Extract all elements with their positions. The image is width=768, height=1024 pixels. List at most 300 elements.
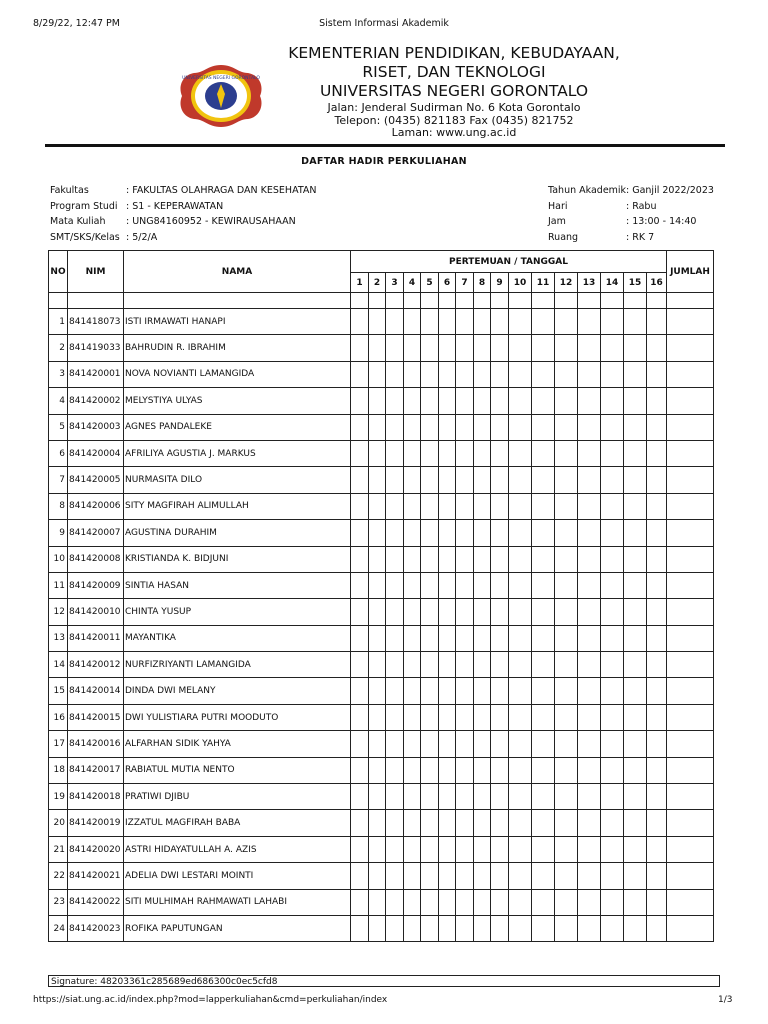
student-nim: 841420001 bbox=[68, 361, 124, 387]
student-name: NOVA NOVIANTI LAMANGIDA bbox=[124, 361, 351, 387]
attendance-cell bbox=[647, 546, 667, 572]
jumlah-cell bbox=[667, 731, 714, 757]
attendance-cell bbox=[532, 836, 555, 862]
attendance-cell bbox=[491, 784, 509, 810]
attendance-cell bbox=[456, 440, 474, 466]
print-url: https://siat.ung.ac.id/index.php?mod=lapperkuliahan&cmd=perkuliahan/index bbox=[33, 995, 388, 1005]
student-nim: 841420012 bbox=[68, 652, 124, 678]
attendance-cell bbox=[624, 757, 647, 783]
attendance-cell bbox=[555, 810, 578, 836]
table-row bbox=[49, 704, 714, 730]
row-number: 17 bbox=[49, 731, 68, 757]
attendance-cell bbox=[474, 652, 491, 678]
student-name: PRATIWI DJIBU bbox=[124, 784, 351, 810]
attendance-cell bbox=[404, 361, 421, 387]
attendance-cell bbox=[404, 309, 421, 335]
header-jumlah: JUMLAH bbox=[667, 251, 714, 293]
attendance-cell bbox=[369, 704, 386, 730]
attendance-cell bbox=[509, 572, 532, 598]
attendance-cell bbox=[474, 467, 491, 493]
attendance-cell bbox=[509, 757, 532, 783]
attendance-cell bbox=[624, 493, 647, 519]
attendance-cell bbox=[404, 889, 421, 915]
student-name: DWI YULISTIARA PUTRI MOODUTO bbox=[124, 704, 351, 730]
smt-value: : 5/2/A bbox=[126, 232, 158, 243]
attendance-cell bbox=[474, 625, 491, 651]
attendance-cell bbox=[439, 757, 456, 783]
attendance-cell bbox=[509, 625, 532, 651]
row-number: 7 bbox=[49, 467, 68, 493]
attendance-cell bbox=[369, 599, 386, 625]
row-number: 20 bbox=[49, 810, 68, 836]
attendance-cell bbox=[421, 493, 439, 519]
attendance-cell bbox=[386, 863, 404, 889]
attendance-cell bbox=[351, 546, 369, 572]
attendance-cell bbox=[578, 361, 601, 387]
header-meeting-1: 1 bbox=[351, 273, 369, 293]
attendance-cell bbox=[421, 546, 439, 572]
attendance-cell bbox=[532, 599, 555, 625]
table-row bbox=[49, 652, 714, 678]
attendance-cell bbox=[509, 810, 532, 836]
attendance-cell bbox=[555, 309, 578, 335]
attendance-cell bbox=[624, 810, 647, 836]
row-number: 23 bbox=[49, 889, 68, 915]
attendance-cell bbox=[578, 440, 601, 466]
letterhead-university: UNIVERSITAS NEGERI GORONTALO bbox=[319, 82, 589, 100]
attendance-cell bbox=[386, 810, 404, 836]
tahun-label: Tahun Akademik bbox=[548, 185, 627, 196]
attendance-cell bbox=[456, 414, 474, 440]
attendance-cell bbox=[421, 678, 439, 704]
student-nim: 841420015 bbox=[68, 704, 124, 730]
attendance-cell bbox=[474, 572, 491, 598]
attendance-cell bbox=[624, 731, 647, 757]
row-number: 15 bbox=[49, 678, 68, 704]
attendance-cell bbox=[601, 546, 624, 572]
attendance-cell bbox=[369, 678, 386, 704]
student-nim: 841420005 bbox=[68, 467, 124, 493]
attendance-cell bbox=[456, 361, 474, 387]
student-nim: 841418073 bbox=[68, 309, 124, 335]
attendance-cell bbox=[532, 572, 555, 598]
attendance-cell bbox=[421, 572, 439, 598]
letterhead-line-2: RISET, DAN TEKNOLOGI bbox=[362, 63, 546, 81]
attendance-cell bbox=[647, 678, 667, 704]
attendance-cell bbox=[404, 599, 421, 625]
attendance-cell bbox=[351, 520, 369, 546]
attendance-cell bbox=[456, 599, 474, 625]
attendance-cell bbox=[509, 678, 532, 704]
student-name: ISTI IRMAWATI HANAPI bbox=[124, 309, 351, 335]
attendance-cell bbox=[369, 361, 386, 387]
attendance-cell bbox=[601, 309, 624, 335]
attendance-cell bbox=[555, 599, 578, 625]
ruang-label: Ruang bbox=[548, 232, 579, 243]
attendance-cell bbox=[555, 731, 578, 757]
attendance-cell bbox=[624, 440, 647, 466]
attendance-cell bbox=[532, 388, 555, 414]
jumlah-cell bbox=[667, 493, 714, 519]
student-name: SINTIA HASAN bbox=[124, 572, 351, 598]
student-name: CHINTA YUSUP bbox=[124, 599, 351, 625]
attendance-cell bbox=[601, 810, 624, 836]
row-number: 1 bbox=[49, 309, 68, 335]
row-number: 12 bbox=[49, 599, 68, 625]
attendance-cell bbox=[404, 388, 421, 414]
attendance-cell bbox=[555, 704, 578, 730]
attendance-cell bbox=[439, 309, 456, 335]
header-meeting-4: 4 bbox=[404, 273, 421, 293]
jam-value: : 13:00 - 14:40 bbox=[626, 216, 697, 227]
attendance-cell bbox=[601, 361, 624, 387]
attendance-cell bbox=[532, 863, 555, 889]
student-name: KRISTIANDA K. BIDJUNI bbox=[124, 546, 351, 572]
attendance-cell bbox=[491, 678, 509, 704]
attendance-cell bbox=[351, 625, 369, 651]
attendance-cell bbox=[474, 704, 491, 730]
attendance-cell bbox=[386, 388, 404, 414]
attendance-cell bbox=[386, 335, 404, 361]
attendance-cell bbox=[474, 493, 491, 519]
attendance-cell bbox=[578, 493, 601, 519]
attendance-cell bbox=[578, 309, 601, 335]
student-name: ASTRI HIDAYATULLAH A. AZIS bbox=[124, 836, 351, 862]
row-number: 11 bbox=[49, 572, 68, 598]
attendance-cell bbox=[601, 863, 624, 889]
attendance-cell bbox=[578, 467, 601, 493]
attendance-cell bbox=[509, 361, 532, 387]
header-meeting-16: 16 bbox=[647, 273, 667, 293]
attendance-cell bbox=[404, 704, 421, 730]
attendance-cell bbox=[456, 493, 474, 519]
attendance-cell bbox=[456, 652, 474, 678]
attendance-cell bbox=[351, 836, 369, 862]
header-meeting-11: 11 bbox=[532, 273, 555, 293]
print-page-number: 1/3 bbox=[718, 995, 733, 1005]
attendance-cell bbox=[474, 546, 491, 572]
attendance-cell bbox=[647, 757, 667, 783]
attendance-cell bbox=[601, 889, 624, 915]
attendance-cell bbox=[404, 863, 421, 889]
attendance-cell bbox=[555, 572, 578, 598]
attendance-cell bbox=[509, 836, 532, 862]
fakultas-value: : FAKULTAS OLAHRAGA DAN KESEHATAN bbox=[126, 185, 317, 196]
attendance-cell bbox=[647, 863, 667, 889]
row-number: 5 bbox=[49, 414, 68, 440]
attendance-cell bbox=[351, 361, 369, 387]
attendance-cell bbox=[386, 361, 404, 387]
attendance-cell bbox=[555, 414, 578, 440]
attendance-cell bbox=[386, 784, 404, 810]
attendance-cell bbox=[421, 335, 439, 361]
attendance-cell bbox=[509, 309, 532, 335]
header-no: NO bbox=[49, 251, 68, 293]
jumlah-cell bbox=[667, 599, 714, 625]
attendance-cell bbox=[509, 335, 532, 361]
attendance-cell bbox=[601, 652, 624, 678]
jumlah-cell bbox=[667, 309, 714, 335]
student-nim: 841420014 bbox=[68, 678, 124, 704]
attendance-cell bbox=[351, 414, 369, 440]
attendance-cell bbox=[421, 467, 439, 493]
attendance-cell bbox=[532, 467, 555, 493]
attendance-cell bbox=[491, 388, 509, 414]
attendance-cell bbox=[351, 388, 369, 414]
attendance-cell bbox=[509, 915, 532, 941]
attendance-cell bbox=[491, 361, 509, 387]
student-name: MAYANTIKA bbox=[124, 625, 351, 651]
attendance-cell bbox=[601, 678, 624, 704]
header-nama: NAMA bbox=[124, 251, 351, 293]
attendance-cell bbox=[474, 731, 491, 757]
attendance-cell bbox=[532, 731, 555, 757]
attendance-cell bbox=[624, 915, 647, 941]
student-nim: 841420008 bbox=[68, 546, 124, 572]
student-nim: 841420021 bbox=[68, 863, 124, 889]
attendance-cell bbox=[421, 863, 439, 889]
jumlah-cell bbox=[667, 652, 714, 678]
student-nim: 841420006 bbox=[68, 493, 124, 519]
attendance-cell bbox=[647, 599, 667, 625]
prodi-label: Program Studi bbox=[50, 201, 118, 212]
attendance-cell bbox=[456, 757, 474, 783]
student-nim: 841420009 bbox=[68, 572, 124, 598]
attendance-cell bbox=[474, 414, 491, 440]
row-number: 4 bbox=[49, 388, 68, 414]
attendance-cell bbox=[474, 361, 491, 387]
jumlah-cell bbox=[667, 546, 714, 572]
student-name: AFRILIYA AGUSTIA J. MARKUS bbox=[124, 440, 351, 466]
attendance-cell bbox=[474, 678, 491, 704]
attendance-cell bbox=[456, 678, 474, 704]
attendance-cell bbox=[474, 335, 491, 361]
attendance-cell bbox=[509, 599, 532, 625]
attendance-cell bbox=[578, 546, 601, 572]
jumlah-cell bbox=[667, 757, 714, 783]
attendance-cell bbox=[386, 889, 404, 915]
attendance-cell bbox=[647, 520, 667, 546]
attendance-cell bbox=[386, 731, 404, 757]
attendance-cell bbox=[369, 810, 386, 836]
attendance-cell bbox=[647, 335, 667, 361]
student-name: ROFIKA PAPUTUNGAN bbox=[124, 915, 351, 941]
attendance-cell bbox=[456, 625, 474, 651]
attendance-cell bbox=[578, 678, 601, 704]
attendance-cell bbox=[601, 915, 624, 941]
jumlah-cell bbox=[667, 625, 714, 651]
student-name: SITI MULHIMAH RAHMAWATI LAHABI bbox=[124, 889, 351, 915]
attendance-cell bbox=[491, 414, 509, 440]
student-nim: 841420004 bbox=[68, 440, 124, 466]
attendance-cell bbox=[439, 520, 456, 546]
attendance-cell bbox=[624, 599, 647, 625]
attendance-cell bbox=[555, 493, 578, 519]
attendance-cell bbox=[404, 915, 421, 941]
attendance-cell bbox=[532, 889, 555, 915]
attendance-cell bbox=[491, 335, 509, 361]
attendance-cell bbox=[421, 414, 439, 440]
attendance-cell bbox=[601, 493, 624, 519]
attendance-cell bbox=[404, 784, 421, 810]
attendance-cell bbox=[532, 757, 555, 783]
attendance-cell bbox=[439, 440, 456, 466]
attendance-cell bbox=[439, 546, 456, 572]
table-row bbox=[49, 335, 714, 361]
attendance-cell bbox=[555, 520, 578, 546]
attendance-cell bbox=[624, 625, 647, 651]
hari-label: Hari bbox=[548, 201, 568, 212]
attendance-cell bbox=[421, 915, 439, 941]
attendance-cell bbox=[439, 810, 456, 836]
attendance-cell bbox=[351, 652, 369, 678]
attendance-cell bbox=[404, 572, 421, 598]
attendance-cell bbox=[491, 467, 509, 493]
attendance-cell bbox=[421, 599, 439, 625]
jumlah-cell bbox=[667, 889, 714, 915]
attendance-cell bbox=[491, 599, 509, 625]
table-row bbox=[49, 678, 714, 704]
attendance-cell bbox=[421, 388, 439, 414]
student-nim: 841420018 bbox=[68, 784, 124, 810]
student-name: AGNES PANDALEKE bbox=[124, 414, 351, 440]
attendance-cell bbox=[532, 652, 555, 678]
attendance-cell bbox=[647, 836, 667, 862]
attendance-cell bbox=[601, 572, 624, 598]
attendance-cell bbox=[578, 599, 601, 625]
student-nim: 841420019 bbox=[68, 810, 124, 836]
attendance-cell bbox=[509, 652, 532, 678]
jumlah-cell bbox=[667, 810, 714, 836]
attendance-cell bbox=[351, 599, 369, 625]
attendance-cell bbox=[404, 836, 421, 862]
row-number: 13 bbox=[49, 625, 68, 651]
attendance-cell bbox=[369, 440, 386, 466]
attendance-cell bbox=[369, 625, 386, 651]
attendance-cell bbox=[386, 414, 404, 440]
attendance-cell bbox=[421, 731, 439, 757]
attendance-cell bbox=[578, 731, 601, 757]
attendance-cell bbox=[647, 704, 667, 730]
table-row bbox=[49, 388, 714, 414]
student-nim: 841420010 bbox=[68, 599, 124, 625]
attendance-cell bbox=[624, 335, 647, 361]
student-nim: 841420020 bbox=[68, 836, 124, 862]
attendance-cell bbox=[369, 889, 386, 915]
attendance-cell bbox=[532, 414, 555, 440]
attendance-cell bbox=[491, 493, 509, 519]
attendance-cell bbox=[647, 915, 667, 941]
jumlah-cell bbox=[667, 915, 714, 941]
attendance-cell bbox=[404, 414, 421, 440]
attendance-cell bbox=[439, 599, 456, 625]
attendance-cell bbox=[624, 467, 647, 493]
attendance-cell bbox=[555, 625, 578, 651]
attendance-cell bbox=[624, 546, 647, 572]
attendance-cell bbox=[439, 863, 456, 889]
attendance-cell bbox=[474, 309, 491, 335]
attendance-cell bbox=[647, 361, 667, 387]
attendance-cell bbox=[369, 863, 386, 889]
attendance-cell bbox=[624, 889, 647, 915]
attendance-cell bbox=[369, 309, 386, 335]
row-number: 6 bbox=[49, 440, 68, 466]
attendance-cell bbox=[351, 784, 369, 810]
attendance-cell bbox=[421, 784, 439, 810]
attendance-cell bbox=[369, 757, 386, 783]
student-name: ADELIA DWI LESTARI MOINTI bbox=[124, 863, 351, 889]
letterhead-line-1: KEMENTERIAN PENDIDIKAN, KEBUDAYAAN, bbox=[288, 44, 620, 62]
student-name: SITY MAGFIRAH ALIMULLAH bbox=[124, 493, 351, 519]
attendance-cell bbox=[491, 836, 509, 862]
attendance-cell bbox=[624, 361, 647, 387]
jumlah-cell bbox=[667, 836, 714, 862]
attendance-cell bbox=[491, 757, 509, 783]
attendance-cell bbox=[456, 863, 474, 889]
attendance-cell bbox=[404, 440, 421, 466]
letterhead-website: Laman: www.ung.ac.id bbox=[391, 126, 517, 139]
attendance-cell bbox=[555, 361, 578, 387]
attendance-cell bbox=[369, 915, 386, 941]
table-row bbox=[49, 493, 714, 519]
attendance-cell bbox=[601, 625, 624, 651]
attendance-cell bbox=[532, 440, 555, 466]
jam-label: Jam bbox=[548, 216, 566, 227]
header-meeting-12: 12 bbox=[555, 273, 578, 293]
student-nim: 841420007 bbox=[68, 520, 124, 546]
student-name: AGUSTINA DURAHIM bbox=[124, 520, 351, 546]
table-row bbox=[49, 361, 714, 387]
attendance-cell bbox=[578, 704, 601, 730]
letterhead-phone: Telepon: (0435) 821183 Fax (0435) 821752 bbox=[334, 114, 574, 127]
attendance-cell bbox=[601, 757, 624, 783]
attendance-cell bbox=[386, 493, 404, 519]
attendance-cell bbox=[386, 309, 404, 335]
attendance-cell bbox=[456, 731, 474, 757]
attendance-cell bbox=[578, 889, 601, 915]
attendance-cell bbox=[386, 915, 404, 941]
attendance-cell bbox=[509, 388, 532, 414]
attendance-cell bbox=[624, 572, 647, 598]
hari-value: : Rabu bbox=[626, 201, 657, 212]
attendance-cell bbox=[647, 309, 667, 335]
attendance-cell bbox=[532, 625, 555, 651]
attendance-cell bbox=[578, 414, 601, 440]
attendance-cell bbox=[386, 757, 404, 783]
attendance-cell bbox=[509, 546, 532, 572]
attendance-cell bbox=[491, 625, 509, 651]
jumlah-cell bbox=[667, 784, 714, 810]
attendance-cell bbox=[474, 836, 491, 862]
attendance-cell bbox=[474, 863, 491, 889]
attendance-cell bbox=[509, 467, 532, 493]
attendance-cell bbox=[369, 388, 386, 414]
jumlah-cell bbox=[667, 414, 714, 440]
attendance-cell bbox=[624, 520, 647, 546]
row-number: 22 bbox=[49, 863, 68, 889]
header-meeting-8: 8 bbox=[474, 273, 491, 293]
attendance-cell bbox=[351, 467, 369, 493]
row-number: 10 bbox=[49, 546, 68, 572]
attendance-cell bbox=[386, 678, 404, 704]
attendance-cell bbox=[578, 625, 601, 651]
student-name: BAHRUDIN R. IBRAHIM bbox=[124, 335, 351, 361]
attendance-cell bbox=[647, 388, 667, 414]
attendance-cell bbox=[509, 784, 532, 810]
attendance-cell bbox=[555, 440, 578, 466]
attendance-cell bbox=[555, 915, 578, 941]
attendance-cell bbox=[456, 784, 474, 810]
